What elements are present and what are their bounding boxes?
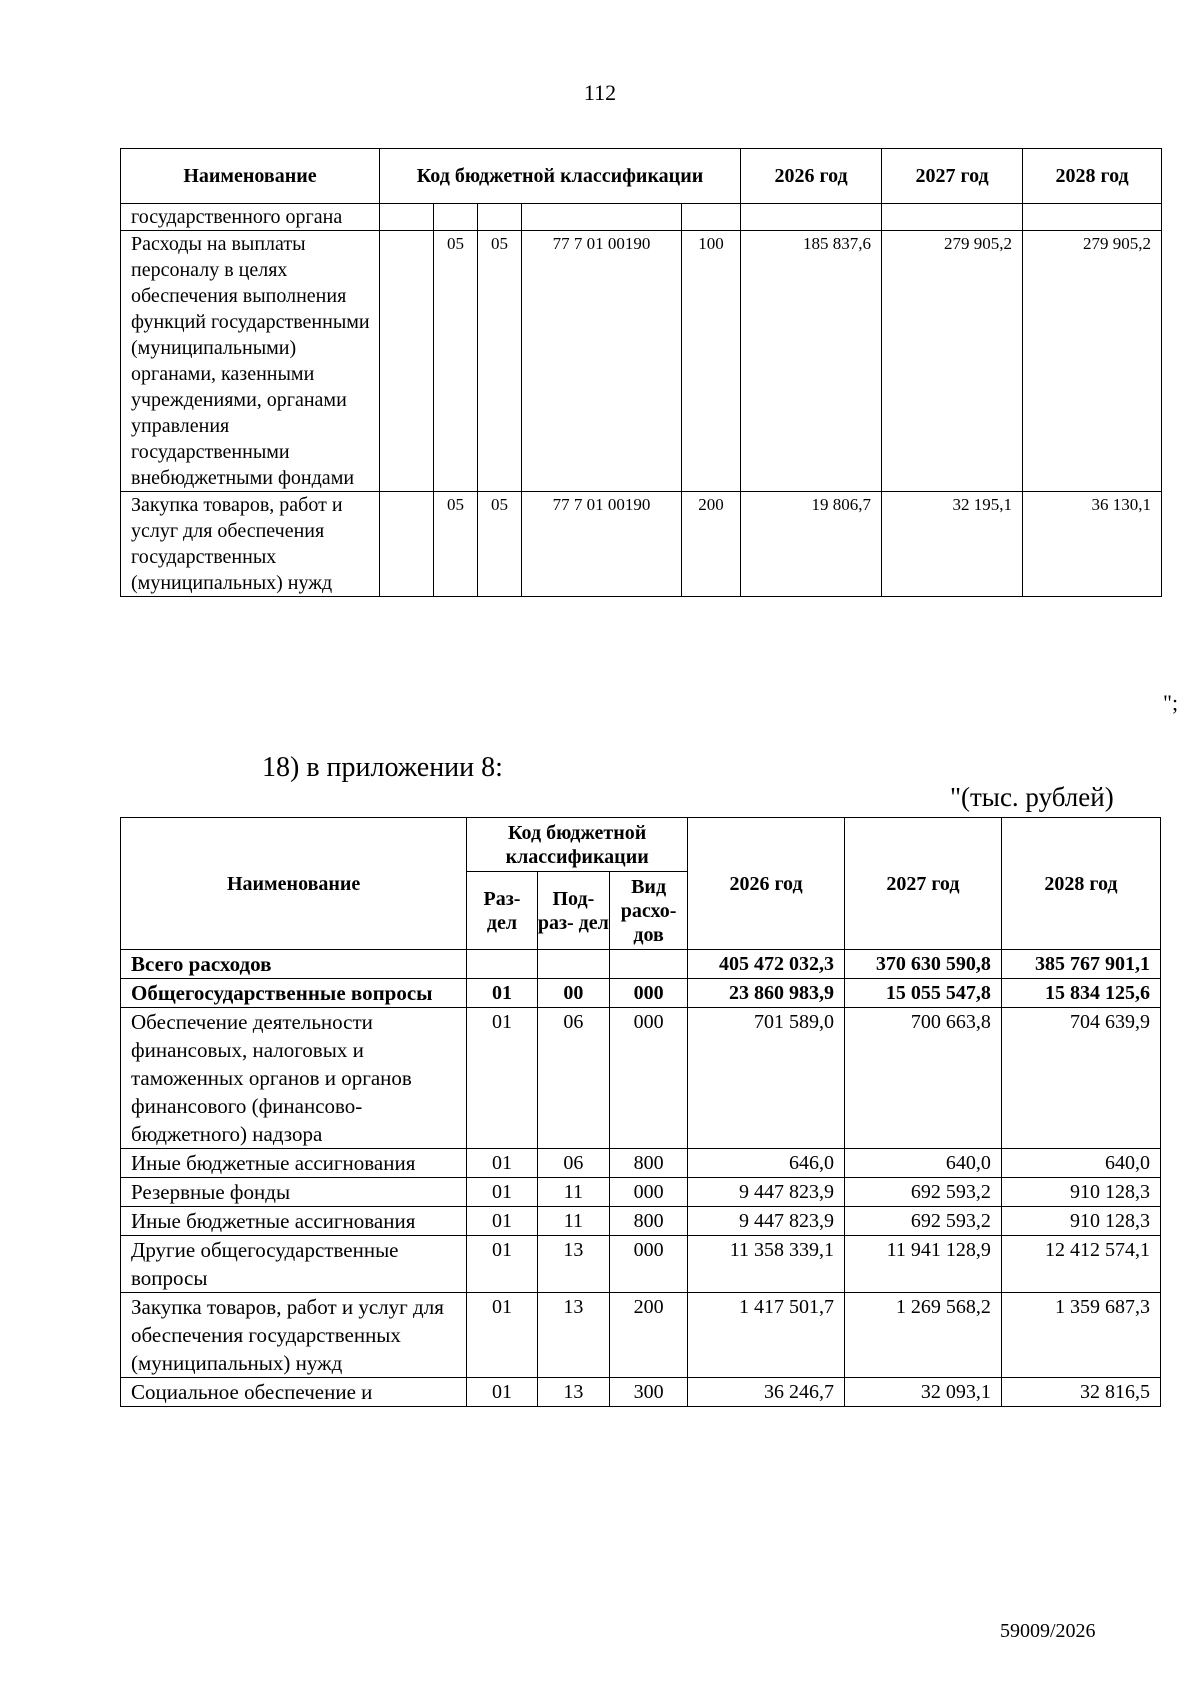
units-label: "(тыс. рублей) xyxy=(950,782,1114,812)
header-budget-code: Код бюджетной классификации xyxy=(380,149,741,204)
code-podrazdel: 13 xyxy=(537,1236,610,1293)
code-expense-type: 000 xyxy=(610,979,688,1008)
code-expense-type: 200 xyxy=(610,1293,688,1378)
code-podrazdel: 11 xyxy=(537,1207,610,1236)
code-razdel xyxy=(467,950,537,979)
table1-body xyxy=(121,204,1162,597)
header-year-2028: 2028 год xyxy=(1001,818,1160,950)
section-intro: 18) в приложении 8: xyxy=(262,752,503,783)
amount-2028: 279 905,2 xyxy=(1023,231,1162,492)
code-cell xyxy=(380,204,434,231)
code-target-article xyxy=(522,204,682,231)
amount-2027: 700 663,8 xyxy=(844,1008,1001,1149)
row-name: Социальное обеспечение и xyxy=(121,1378,467,1407)
code-expense-type: 800 xyxy=(610,1149,688,1178)
amount-2028: 32 816,5 xyxy=(1001,1378,1160,1407)
code-podrazdel: 05 xyxy=(478,492,522,597)
amount-2027: 15 055 547,8 xyxy=(844,979,1001,1008)
code-expense-type: 100 xyxy=(682,231,741,492)
amount-2028: 640,0 xyxy=(1001,1149,1160,1178)
row-name: Общегосударственные вопросы xyxy=(121,979,467,1008)
amount-2028: 36 130,1 xyxy=(1023,492,1162,597)
header-podrazdel: Под- раз- дел xyxy=(537,872,610,950)
code-razdel: 01 xyxy=(467,1178,537,1207)
amount-2027: 640,0 xyxy=(844,1149,1001,1178)
table-row xyxy=(121,1378,1161,1407)
amount-2027: 692 593,2 xyxy=(844,1207,1001,1236)
row-name: Закупка товаров, работ и услуг для обеспечения государственных (муниципальных) нужд xyxy=(121,492,380,597)
row-name: Резервные фонды xyxy=(121,1178,467,1207)
code-expense-type: 000 xyxy=(610,1008,688,1149)
code-target-article: 77 7 01 00190 xyxy=(522,231,682,492)
header-razdel: Раз- дел xyxy=(467,872,537,950)
amount-2027: 692 593,2 xyxy=(844,1178,1001,1207)
amount-2026: 19 806,7 xyxy=(741,492,882,597)
amount-2026: 701 589,0 xyxy=(688,1008,845,1149)
amount-2026: 1 417 501,7 xyxy=(688,1293,845,1378)
header-year-2026: 2026 год xyxy=(688,818,845,950)
code-razdel: 01 xyxy=(467,1293,537,1378)
code-expense-type xyxy=(610,950,688,979)
amount-2028 xyxy=(1023,204,1162,231)
document-number: 59009/2026 xyxy=(1000,1620,1096,1642)
closing-quote-mark: "; xyxy=(1163,690,1179,715)
amount-2027: 32 195,1 xyxy=(882,492,1023,597)
amount-2028: 12 412 574,1 xyxy=(1001,1236,1160,1293)
budget-allocation-table xyxy=(120,817,1161,1407)
amount-2028: 1 359 687,3 xyxy=(1001,1293,1160,1378)
row-name: Иные бюджетные ассигнования xyxy=(121,1207,467,1236)
code-podrazdel: 06 xyxy=(537,1149,610,1178)
code-razdel: 01 xyxy=(467,1149,537,1178)
amount-2028: 385 767 901,1 xyxy=(1001,950,1160,979)
code-expense-type: 000 xyxy=(610,1236,688,1293)
amount-2026: 36 246,7 xyxy=(688,1378,845,1407)
table-row xyxy=(121,1178,1161,1207)
code-razdel: 01 xyxy=(467,1236,537,1293)
amount-2027: 1 269 568,2 xyxy=(844,1293,1001,1378)
code-razdel xyxy=(434,204,478,231)
amount-2027: 11 941 128,9 xyxy=(844,1236,1001,1293)
code-cell xyxy=(380,492,434,597)
code-expense-type xyxy=(682,204,741,231)
table-row xyxy=(121,492,1162,597)
code-expense-type: 200 xyxy=(682,492,741,597)
header-name: Наименование xyxy=(121,149,380,204)
amount-2026: 185 837,6 xyxy=(741,231,882,492)
code-podrazdel xyxy=(537,950,610,979)
header-year-2027: 2027 год xyxy=(882,149,1023,204)
table2-body xyxy=(121,950,1161,1407)
table-row xyxy=(121,204,1162,231)
code-expense-type: 800 xyxy=(610,1207,688,1236)
table-row xyxy=(121,979,1161,1008)
row-name: Другие общегосударственные вопросы xyxy=(121,1236,467,1293)
code-target-article: 77 7 01 00190 xyxy=(522,492,682,597)
table-row xyxy=(121,231,1162,492)
table-row xyxy=(121,1149,1161,1178)
amount-2026: 9 447 823,9 xyxy=(688,1178,845,1207)
header-budget-code: Код бюджетной классификации xyxy=(467,818,688,872)
table-row xyxy=(121,1293,1161,1378)
code-razdel: 05 xyxy=(434,492,478,597)
table-row xyxy=(121,1236,1161,1293)
amount-2027: 32 093,1 xyxy=(844,1378,1001,1407)
header-vid-raskhodov: Вид расхо- дов xyxy=(610,872,688,950)
amount-2026: 646,0 xyxy=(688,1149,845,1178)
table-row xyxy=(121,950,1161,979)
amount-2028: 704 639,9 xyxy=(1001,1008,1160,1149)
table-row xyxy=(121,1008,1161,1149)
row-name: Закупка товаров, работ и услуг для обеспечения государственных (муниципальных) нужд xyxy=(121,1293,467,1378)
amount-2028: 15 834 125,6 xyxy=(1001,979,1160,1008)
row-name: государственного органа xyxy=(121,204,380,231)
amount-2026: 405 472 032,3 xyxy=(688,950,845,979)
page-number: 112 xyxy=(583,80,617,105)
row-name: Расходы на выплаты персоналу в целях обеспечения выполнения функций государственными (муниципальными) органами, казенными учреждениями, органами управления государственными внебюджетными фондами xyxy=(121,231,380,492)
amount-2028: 910 128,3 xyxy=(1001,1207,1160,1236)
code-podrazdel: 13 xyxy=(537,1378,610,1407)
code-razdel: 01 xyxy=(467,979,537,1008)
header-year-2028: 2028 год xyxy=(1023,149,1162,204)
budget-table-continuation xyxy=(120,148,1162,597)
header-year-2027: 2027 год xyxy=(844,818,1001,950)
amount-2026: 9 447 823,9 xyxy=(688,1207,845,1236)
code-podrazdel: 05 xyxy=(478,231,522,492)
code-podrazdel: 11 xyxy=(537,1178,610,1207)
row-name: Обеспечение деятельности финансовых, налоговых и таможенных органов и органов финансового (финансово-бюджетного) надзора xyxy=(121,1008,467,1149)
code-razdel: 01 xyxy=(467,1207,537,1236)
code-podrazdel: 00 xyxy=(537,979,610,1008)
table-row xyxy=(121,1207,1161,1236)
row-name: Всего расходов xyxy=(121,950,467,979)
code-razdel: 01 xyxy=(467,1378,537,1407)
header-year-2026: 2026 год xyxy=(741,149,882,204)
header-name: Наименование xyxy=(121,818,467,950)
code-cell xyxy=(380,231,434,492)
amount-2028: 910 128,3 xyxy=(1001,1178,1160,1207)
amount-2027: 370 630 590,8 xyxy=(844,950,1001,979)
amount-2026: 23 860 983,9 xyxy=(688,979,845,1008)
code-expense-type: 000 xyxy=(610,1178,688,1207)
code-razdel: 01 xyxy=(467,1008,537,1149)
amount-2026 xyxy=(741,204,882,231)
code-podrazdel xyxy=(478,204,522,231)
code-razdel: 05 xyxy=(434,231,478,492)
code-podrazdel: 13 xyxy=(537,1293,610,1378)
row-name: Иные бюджетные ассигнования xyxy=(121,1149,467,1178)
code-expense-type: 300 xyxy=(610,1378,688,1407)
code-podrazdel: 06 xyxy=(537,1008,610,1149)
amount-2027 xyxy=(882,204,1023,231)
amount-2027: 279 905,2 xyxy=(882,231,1023,492)
amount-2026: 11 358 339,1 xyxy=(688,1236,845,1293)
